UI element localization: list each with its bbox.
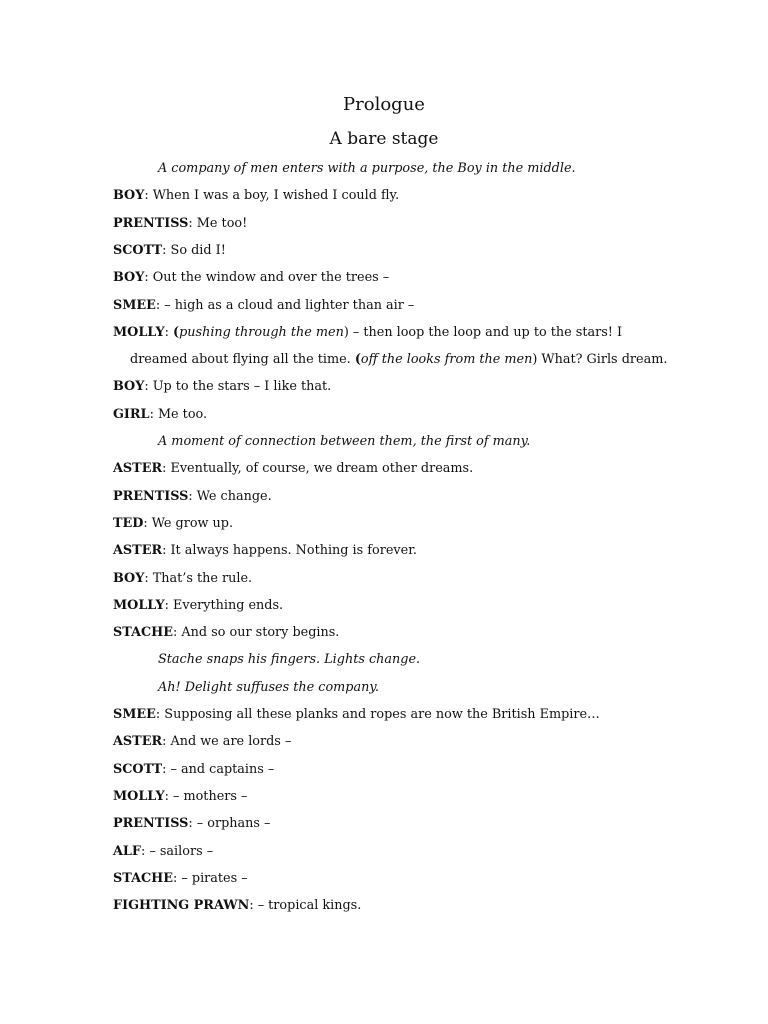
- dialogue-text: : – tropical kings.: [249, 898, 362, 914]
- dialogue-line: [113, 324, 623, 340]
- dialogue-line: [113, 843, 214, 859]
- speaker-name: STACHE: [113, 625, 174, 641]
- speaker-name: SMEE: [113, 297, 156, 313]
- speaker-name: BOY: [113, 188, 145, 204]
- dialogue-line: [113, 709, 600, 722]
- dialogue-line: [113, 272, 389, 285]
- dialogue-text: : Me too.: [149, 406, 208, 422]
- inline-direction: off the looks from the men: [360, 352, 533, 368]
- speaker-name: FIGHTING PRAWN: [113, 898, 250, 914]
- speaker-name: TED: [113, 515, 144, 531]
- dialogue-text: : Me too!: [188, 215, 248, 231]
- dialogue-text: : When I was a boy, I wished I could fly.: [144, 188, 400, 204]
- inline-direction: pushing through the men: [179, 324, 344, 340]
- speaker-name: SCOTT: [113, 242, 163, 258]
- speaker-name: BOY: [113, 270, 145, 286]
- speaker-name: PRENTISS: [113, 816, 189, 832]
- dialogue-text: (: [173, 324, 180, 340]
- dialogue-text: ) What? Girls dream.: [532, 352, 668, 368]
- speaker-name: SMEE: [113, 707, 156, 722]
- speaker-name: PRENTISS: [113, 488, 189, 504]
- dialogue-line: [113, 545, 417, 558]
- dialogue-text: : And we are lords –: [162, 734, 292, 750]
- speaker-name: MOLLY: [113, 324, 165, 340]
- dialogue-line: [113, 788, 248, 804]
- dialogue-line: [113, 818, 270, 831]
- speaker-name: MOLLY: [113, 597, 165, 613]
- dialogue-text: : Supposing all these planks and ropes are now the British Empire…: [155, 707, 600, 722]
- dialogue-continuation: [130, 354, 667, 367]
- dialogue-line: [113, 463, 473, 476]
- dialogue-text: : Eventually, of course, we dream other dreams.: [162, 461, 474, 477]
- dialogue-text: (: [354, 352, 361, 368]
- dialogue-text: :: [164, 324, 174, 340]
- dialogue-line: [113, 488, 272, 504]
- dialogue-line: [113, 900, 361, 913]
- dialogue-text: : – high as a cloud and lighter than air –: [155, 297, 415, 313]
- speaker-name: ASTER: [113, 734, 163, 750]
- dialogue-text: : It always happens. Nothing is forever.: [162, 543, 418, 559]
- dialogue-text: ) – then loop the loop and up to the stars! I: [343, 324, 623, 340]
- dialogue-line: [113, 297, 415, 313]
- speaker-name: ASTER: [113, 461, 163, 477]
- dialogue-text: : Out the window and over the trees –: [144, 270, 390, 286]
- stage-direction: Stache snaps his fingers. Lights change.: [158, 652, 421, 668]
- dialogue-text: : Up to the stars – I like that.: [144, 379, 332, 395]
- dialogue-text: : So did I!: [162, 242, 226, 258]
- dialogue-text: : – mothers –: [164, 788, 248, 804]
- stage-direction: A moment of connection between them, the first of many.: [158, 434, 531, 449]
- speaker-name: GIRL: [113, 406, 150, 422]
- dialogue-text: : – sailors –: [141, 843, 214, 859]
- stage-direction: Ah! Delight suffuses the company.: [158, 679, 379, 695]
- dialogue-text: : – orphans –: [188, 816, 271, 832]
- speaker-name: STACHE: [113, 870, 174, 886]
- speaker-name: ALF: [113, 843, 142, 859]
- dialogue-text: : – and captains –: [162, 761, 275, 777]
- speaker-name: SCOTT: [113, 761, 163, 777]
- dialogue-line: [113, 515, 234, 531]
- dialogue-text: : That’s the rule.: [144, 570, 253, 586]
- dialogue-text: : – pirates –: [173, 870, 248, 886]
- dialogue-line: [113, 627, 339, 640]
- scene-subtitle: A bare stage: [329, 129, 439, 149]
- dialogue-line: [113, 570, 253, 586]
- dialogue-text: : Everything ends.: [164, 597, 284, 613]
- dialogue-line: [113, 242, 226, 258]
- dialogue-line: [113, 736, 291, 749]
- speaker-name: BOY: [113, 379, 145, 395]
- speaker-name: ASTER: [113, 543, 163, 559]
- dialogue-line: [113, 597, 284, 613]
- speaker-name: PRENTISS: [113, 215, 189, 231]
- dialogue-line: [113, 381, 331, 394]
- dialogue-line: [113, 406, 208, 422]
- dialogue-line: [113, 190, 399, 203]
- dialogue-line: [113, 870, 248, 886]
- dialogue-text: dreamed about flying all the time.: [130, 352, 355, 368]
- dialogue-text: : And so our story begins.: [173, 625, 340, 641]
- speaker-name: MOLLY: [113, 788, 165, 804]
- dialogue-line: [113, 215, 248, 231]
- page-title: Prologue: [343, 94, 425, 115]
- dialogue-text: : We change.: [188, 488, 272, 504]
- speaker-name: BOY: [113, 570, 145, 586]
- stage-direction: A company of men enters with a purpose, the Boy in the middle.: [158, 161, 576, 176]
- dialogue-text: : We grow up.: [143, 515, 234, 531]
- dialogue-line: [113, 761, 275, 777]
